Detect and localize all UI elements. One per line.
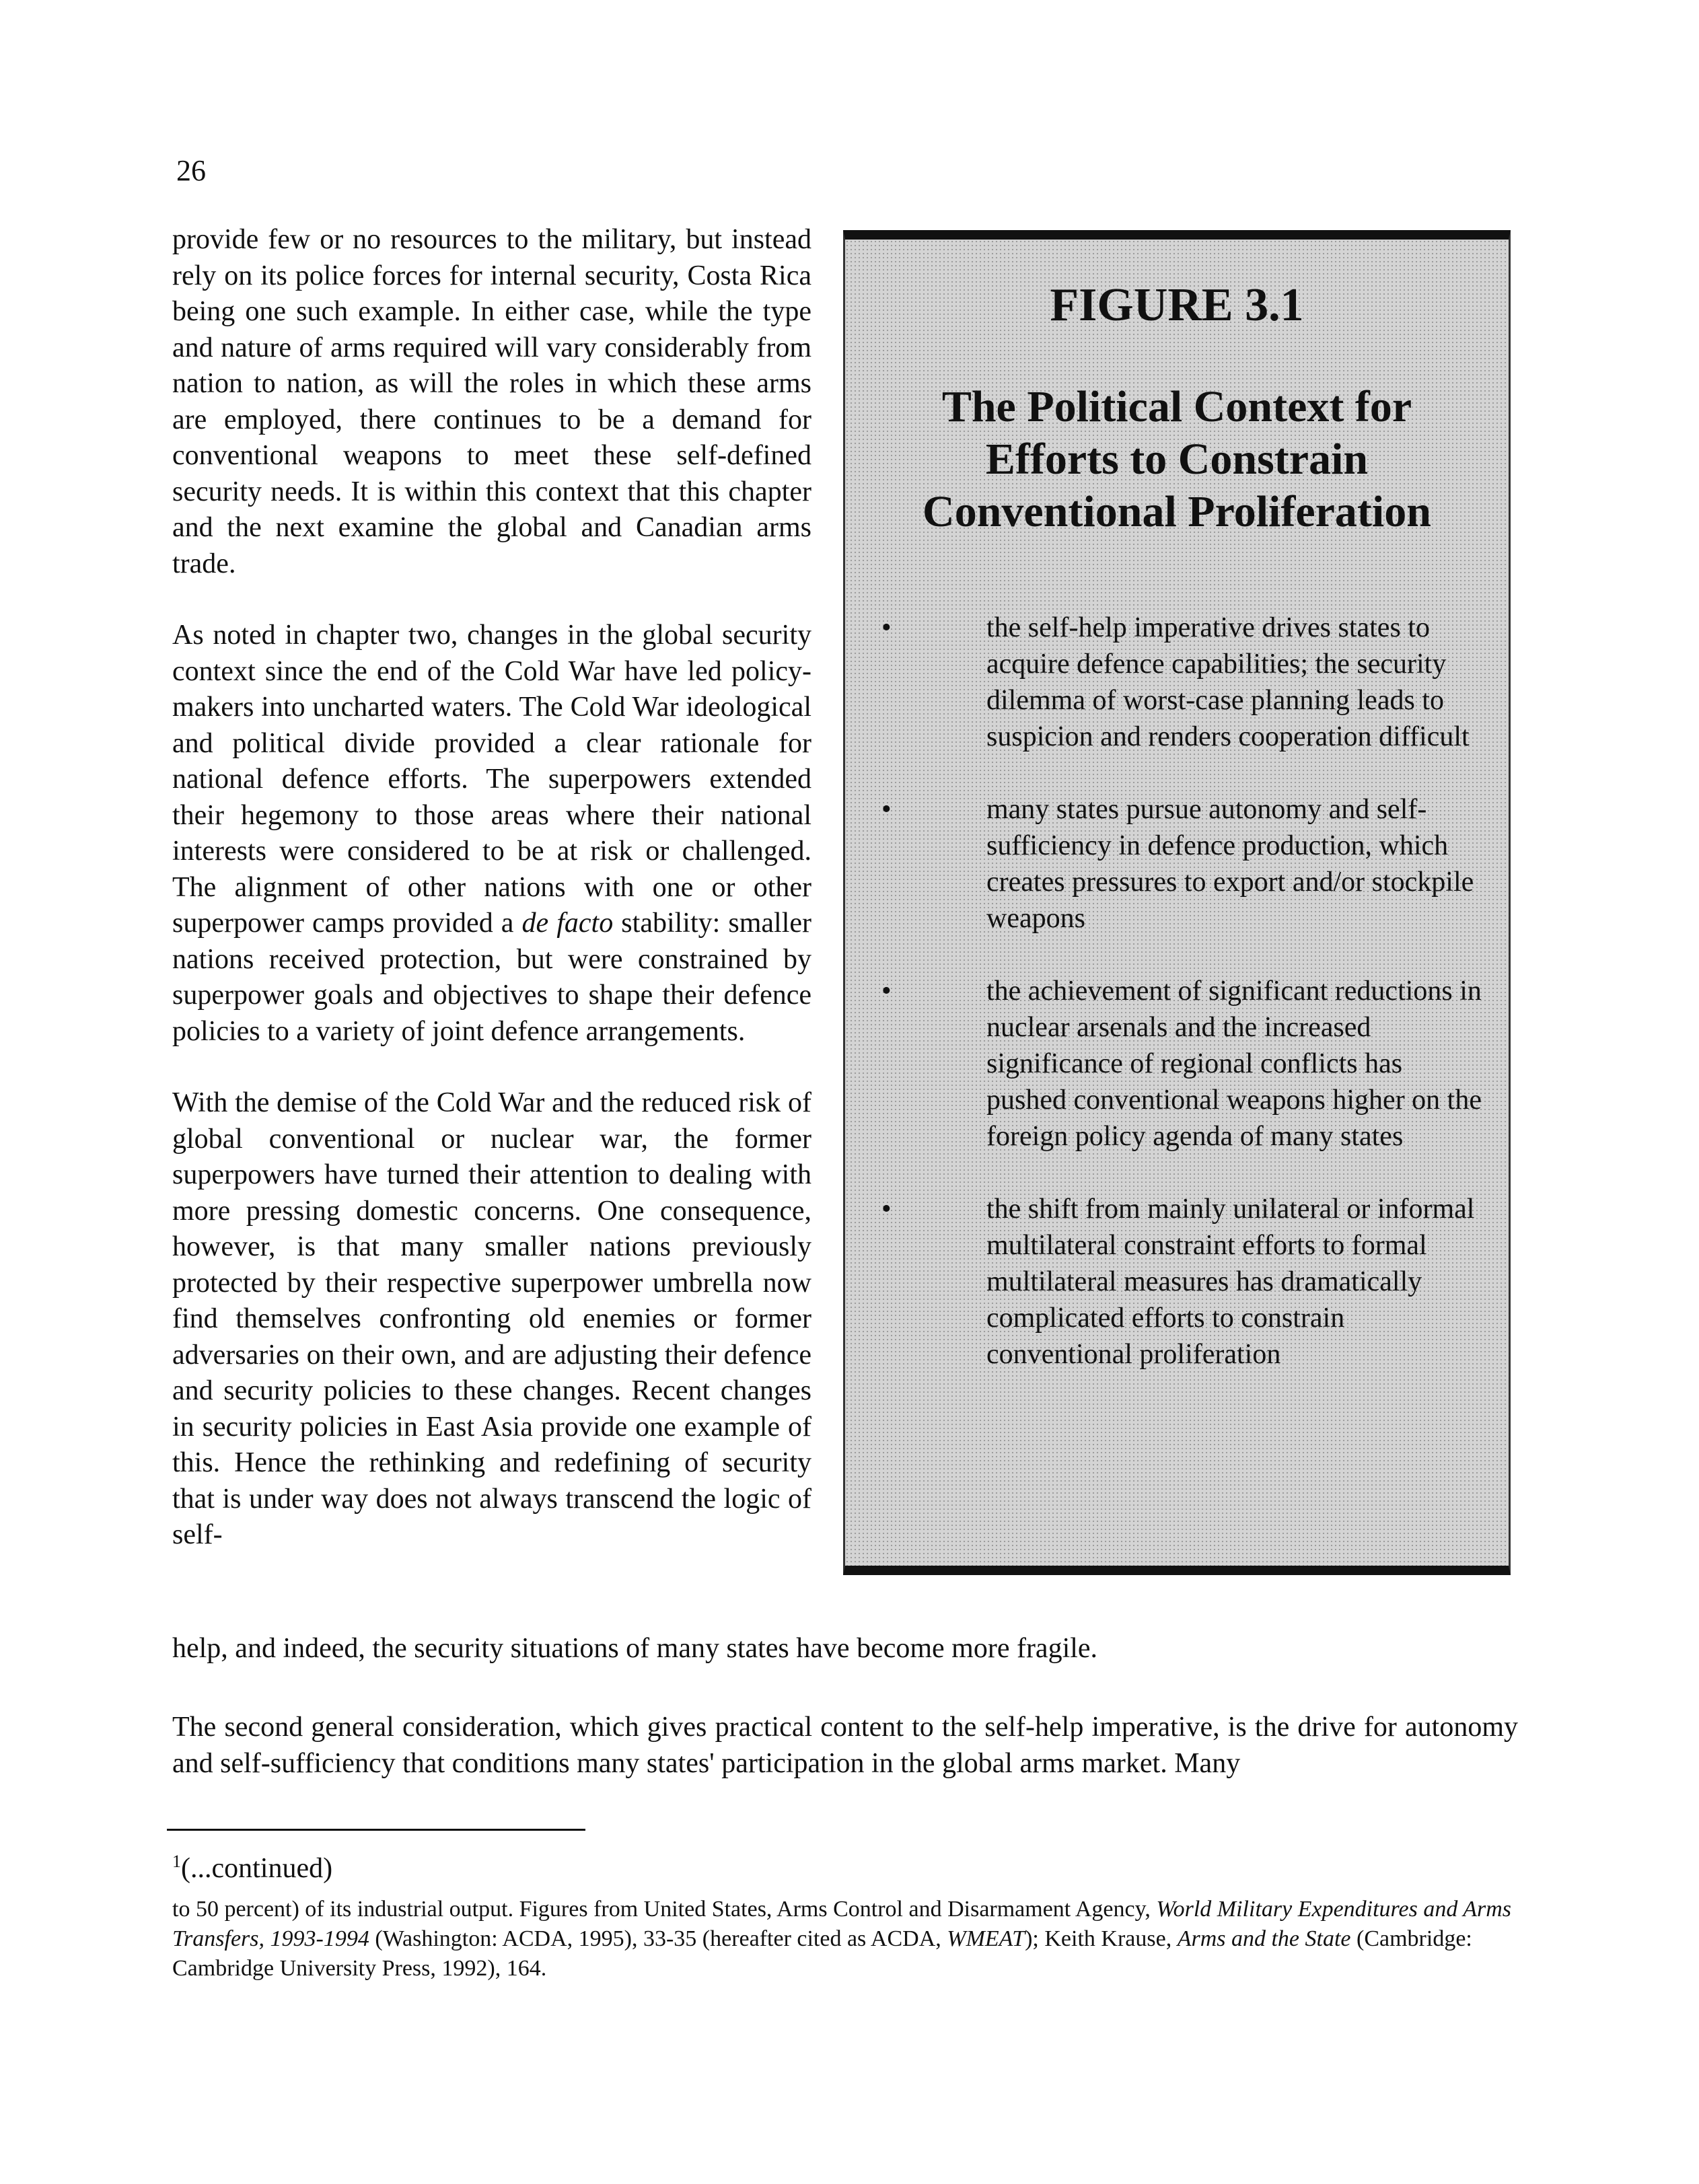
bullet-icon: • [881, 976, 892, 1007]
paragraph-1: provide few or no resources to the military, but instead rely on its police forces for internal security, Costa Rica being one such example. In either case, while the type and nature of arms required will vary considerably from nation to nation, as will the roles in which these arms are employed, there continues to be a demand for conventional weapons to meet these self-defined security needs. It is within this context that this chapter and the next examine the global and Canadian arms trade. [172, 224, 811, 579]
footnote-text-1: to 50 percent) of its industrial output. Figures from United States, Arms Control and Disarmament Agency, [172, 1897, 1157, 1922]
footnote-italic-1: World Military Expenditures and Arms Transfers, 1993-1994 [172, 1897, 1512, 1951]
footnote-text-2: (Washington: ACDA, 1995), 33-35 (hereafter cited as ACDA, [369, 1926, 947, 1951]
paragraph-3: With the demise of the Cold War and the reduced risk of global conventional or nuclear war, the former superpowers have turned their attention to dealing with more pressing domestic concerns. One consequence, however, is that many smaller nations previously protected by their respective superpower umbrella now find themselves confronting old enemies or former adversaries on their own, and are adjusting their defence and security policies to these changes. Recent changes in security policies in East Asia provide one example of this. Hence the rethinking and redefining of security that is under way does not always transcend the logic of self- [172, 1087, 811, 1550]
paragraph-2-text-a: As noted in chapter two, changes in the global security context since the end of the Cold War have led policy-makers into uncharted waters. The Cold War ideological and political divide provided a clear rationale for national defence efforts. The superpowers extended their hegemony to those areas where their national interests were considered to be at risk or challenged. The alignment of other nations with one or other superpower camps provided a [172, 620, 811, 939]
footnote-text-4: (Cambridge: Cambridge University Press, 1992), 164. [172, 1926, 1472, 1981]
figure-bullet-text: the achievement of significant reductions in nuclear arsenals and the increased significance of regional conflicts has pushed conventional weapons higher on the foreign policy agenda of many states [986, 976, 1482, 1152]
footnote-continued-text: (...continued) [181, 1853, 333, 1884]
page-number: 26 [176, 154, 206, 187]
paragraph-2 [172, 618, 811, 1050]
paragraph-4: The second general consideration, which gives practical content to the self-help imperative, is the drive for autonomy and self-sufficiency that conditions many states' participation in the global arms market. Many [172, 1712, 1518, 1779]
footnote-body [172, 1895, 1531, 1983]
footnote-marker: 1 [172, 1852, 181, 1871]
figure-title: The Political Context for Efforts to Constrain Conventional Proliferation [923, 382, 1431, 536]
figure-bullet-text: many states pursue autonomy and self-sufficiency in defence production, which creates pressures to export and/or stockpile weapons [986, 794, 1474, 934]
paragraph-3-tail: help, and indeed, the security situations of many states have become more fragile. [172, 1633, 1098, 1664]
figure-label: FIGURE 3.1 [1050, 279, 1304, 331]
footnote-continued [172, 1852, 332, 1885]
left-column [172, 222, 811, 1554]
paragraph-2-italic: de facto [521, 908, 614, 939]
figure-bullet-item [872, 610, 1482, 755]
figure-box [843, 230, 1511, 1575]
figure-bullet-item [872, 791, 1482, 937]
bullet-icon: • [881, 794, 892, 825]
footnote-italic-2: WMEAT [947, 1926, 1025, 1951]
paragraph-2-text-b: stability: smaller nations received protection, but were constrained by superpower goals and objectives to shape their defence policies to a variety of joint defence arrangements. [172, 908, 812, 1047]
figure-bullet-list [872, 610, 1482, 1409]
figure-bullet-text: the self-help imperative drives states to acquire defence capabilities; the security dilemma of worst-case planning leads to suspicion and renders cooperation difficult [986, 612, 1470, 752]
figure-bullet-text: the shift from mainly unilateral or informal multilateral constraint efforts to formal multilateral measures has dramatically complicated efforts to constrain conventional proliferation [986, 1194, 1475, 1370]
bullet-icon: • [881, 612, 892, 643]
footnote-italic-3: Arms and the State [1177, 1926, 1351, 1951]
footnote-text-3: ); Keith Krause, [1025, 1926, 1178, 1951]
figure-bullet-item [872, 1191, 1482, 1373]
figure-bullet-item [872, 973, 1482, 1155]
footnote-rule [167, 1829, 585, 1831]
bullet-icon: • [881, 1194, 892, 1225]
